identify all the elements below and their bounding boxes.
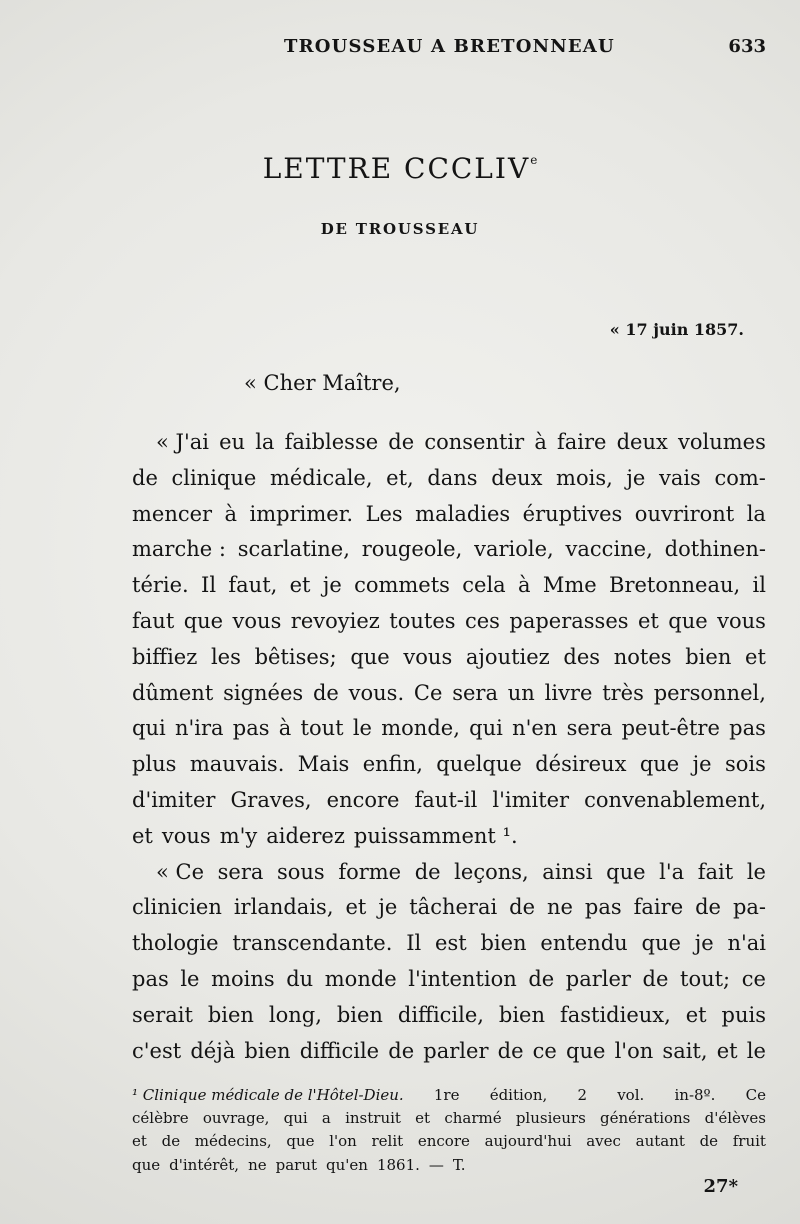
body-word: cela — [462, 573, 506, 598]
body-word: et — [685, 1002, 707, 1027]
footnote-word: ouvrage, — [202, 1109, 270, 1128]
body-word: puissamment ¹. — [353, 823, 518, 848]
footnote-word: 1re — [433, 1086, 460, 1104]
body-word: je — [322, 573, 342, 598]
footnote-word: relit — [371, 1132, 404, 1151]
body-word: à — [518, 573, 531, 598]
footnote-word: 2 — [577, 1086, 587, 1104]
footnote-word: instruit — [345, 1109, 401, 1128]
body-word: de — [695, 895, 721, 920]
footnote-word: encore — [417, 1132, 470, 1151]
body-line — [132, 962, 766, 998]
body-line — [132, 855, 766, 891]
body-word: éruptives — [522, 501, 623, 526]
body-line — [132, 676, 766, 712]
body-word: n'ira — [174, 716, 224, 741]
body-word: que — [566, 1038, 606, 1063]
body-word: il — [752, 573, 766, 598]
body-word: plus — [132, 752, 177, 777]
body-word: et — [745, 644, 766, 669]
body-word: n'ai — [727, 931, 766, 956]
body-line — [132, 926, 766, 962]
body-line — [132, 1034, 766, 1070]
footnote-word: qui — [283, 1109, 308, 1128]
footnote-word: parut — [275, 1155, 318, 1174]
body-word: leçons, — [454, 859, 529, 884]
body-word: bien — [685, 644, 732, 669]
letter-date: « 17 juin 1857. — [609, 320, 744, 339]
footnote-word: vol. — [617, 1086, 645, 1104]
body-word: vous — [403, 644, 453, 669]
body-word: l'imiter — [492, 787, 570, 812]
body-line — [132, 532, 766, 568]
body-word: pas — [232, 716, 270, 741]
body-line — [132, 425, 766, 461]
footnote-word: célèbre — [132, 1109, 189, 1128]
body-word: peut-être — [621, 716, 720, 741]
body-word: eu — [219, 430, 246, 454]
body-word: à — [534, 430, 547, 454]
body-word: consentir — [424, 430, 525, 454]
body-word: de — [132, 465, 158, 490]
page-number: 633 — [728, 36, 766, 57]
body-word: et — [289, 573, 311, 598]
body-word: dûment — [132, 680, 214, 705]
body-word: et — [132, 823, 153, 848]
footnote-word: d'élèves — [704, 1109, 766, 1128]
footnote-word: que — [132, 1155, 161, 1174]
body-word: que — [639, 752, 680, 777]
body-word: m'y — [219, 823, 258, 848]
body-word: encore — [326, 787, 400, 812]
body-word: long, — [268, 1002, 322, 1027]
body-word: vous — [232, 608, 282, 633]
body-word: et — [345, 895, 367, 920]
body-word: personnel, — [653, 680, 766, 705]
body-word: maladies — [415, 501, 511, 526]
body-word: ajoutiez — [465, 644, 550, 669]
body-word: entendu — [540, 931, 628, 956]
body-word: du — [286, 966, 314, 991]
body-word: ce — [741, 966, 766, 991]
body-word: faiblesse — [284, 430, 379, 454]
body-word: faire — [556, 430, 607, 454]
body-line — [132, 604, 766, 640]
body-word: scarlatine, — [237, 537, 350, 562]
body-word: mauvais. — [189, 752, 285, 777]
body-word: faut, — [228, 573, 278, 598]
body-word: fastidieux, — [559, 1002, 671, 1027]
body-word: enfin, — [362, 752, 423, 777]
body-word: de — [388, 1038, 415, 1063]
body-word: vaccine, — [565, 537, 653, 562]
body-line — [132, 497, 766, 533]
body-word: sois — [725, 752, 766, 777]
body-word: fait — [697, 859, 734, 884]
body-word: et — [637, 608, 659, 633]
footnote-word: avec — [586, 1132, 621, 1151]
body-word: com- — [714, 465, 766, 490]
body-word: deux — [616, 430, 668, 454]
body-line — [132, 461, 766, 497]
body-word: Il — [201, 573, 217, 598]
body-word: Mais — [297, 752, 350, 777]
body-word: l'on — [614, 1038, 654, 1063]
body-word: revoyiez — [290, 608, 380, 633]
body-word: biffiez — [132, 644, 198, 669]
body-word: monde, — [381, 716, 460, 741]
body-word: médicale, — [269, 465, 373, 490]
body-word: et, — [386, 465, 414, 490]
body-word: ne — [547, 895, 573, 920]
letter-body — [132, 425, 766, 1069]
body-word: parler — [565, 966, 631, 991]
body-line — [132, 783, 766, 819]
body-word: de — [497, 1038, 524, 1063]
footnote-word: et — [415, 1109, 431, 1128]
body-word: faut-il — [414, 787, 478, 812]
body-word: deux — [491, 465, 543, 490]
footnote-word: de — [161, 1132, 181, 1151]
footnote-word: 1861. — [376, 1155, 420, 1174]
footnote-word: — — [428, 1155, 444, 1174]
body-word: désireux — [535, 752, 627, 777]
body-word: pas — [132, 966, 169, 991]
footnote-word: T. — [452, 1155, 466, 1174]
body-word: n'en — [512, 716, 558, 741]
body-word: déjà — [190, 1038, 236, 1063]
body-word: c'est — [132, 1038, 182, 1063]
footnote-word: in-8º. — [674, 1086, 716, 1104]
body-word: de — [509, 895, 536, 920]
body-word: pa- — [732, 895, 766, 920]
body-word: l'intention — [408, 966, 517, 991]
footnote-word: médecins, — [194, 1132, 272, 1151]
footnote-line — [132, 1084, 766, 1107]
body-word: ainsi — [542, 859, 593, 884]
body-word: commets — [354, 573, 450, 598]
body-word: transcendante. — [232, 931, 393, 956]
footnote-word: aujourd'hui — [484, 1132, 572, 1151]
footnote-word: fruit — [732, 1132, 766, 1151]
body-word: vous — [717, 608, 766, 633]
body-word: dans — [427, 465, 478, 490]
body-word: bien — [207, 1002, 254, 1027]
body-line — [132, 711, 766, 747]
body-word: puis — [721, 1002, 766, 1027]
body-word: livre — [544, 680, 593, 705]
body-word: de — [312, 680, 339, 705]
footnote-title: ¹ Clinique médicale de l'Hôtel-Dieu. — [132, 1086, 404, 1104]
body-word: un — [507, 680, 535, 705]
body-word: toutes — [389, 608, 456, 633]
running-title: TROUSSEAU A BRETONNEAU — [284, 36, 615, 57]
body-word: marche : — [132, 537, 226, 562]
body-word: clinique — [171, 465, 257, 490]
body-word: monde — [324, 966, 397, 991]
body-word: pas — [584, 895, 622, 920]
body-word: que — [668, 608, 708, 633]
body-word: imprimer. — [249, 501, 354, 526]
body-line — [132, 819, 766, 855]
body-word: ce — [532, 1038, 557, 1063]
footnote-line — [132, 1107, 766, 1130]
footnote-word: générations — [600, 1109, 691, 1128]
body-word: je — [626, 465, 646, 490]
body-word: que — [350, 644, 390, 669]
body-word: « Ce — [156, 859, 205, 884]
body-word: irlandais, — [233, 895, 334, 920]
body-word: sera — [217, 859, 264, 884]
footnote-word: d'intérêt, — [169, 1155, 240, 1174]
body-word: thologie — [132, 931, 219, 956]
body-word: vous. — [348, 680, 405, 705]
body-line — [132, 747, 766, 783]
body-word: je — [692, 752, 712, 777]
body-word: la — [746, 501, 766, 526]
body-word: de — [528, 966, 555, 991]
body-word: tout; — [680, 966, 731, 991]
letter-title — [0, 152, 800, 185]
footnote-word: Ce — [745, 1086, 766, 1104]
body-word: qui — [132, 716, 166, 741]
footnote-word: que — [286, 1132, 315, 1151]
letter-salutation: « Cher Maître, — [244, 371, 401, 395]
body-word: « J'ai — [156, 430, 209, 454]
body-word: Il — [406, 931, 422, 956]
footnote-word: a — [321, 1109, 331, 1128]
body-word: à — [224, 501, 238, 526]
body-word: à — [278, 716, 292, 741]
body-word: faut — [132, 608, 175, 633]
body-word: la — [255, 430, 275, 454]
page-header — [0, 36, 800, 58]
body-word: et — [716, 1038, 738, 1063]
body-word: de — [642, 966, 669, 991]
body-word: difficile, — [397, 1002, 484, 1027]
footnote-word: autant — [635, 1132, 685, 1151]
body-word: très — [602, 680, 644, 705]
body-word: variole, — [474, 537, 554, 562]
body-word: bien — [244, 1038, 291, 1063]
body-word: de — [414, 859, 441, 884]
body-word: rougeole, — [361, 537, 463, 562]
body-word: les — [210, 644, 241, 669]
body-word: vais — [658, 465, 701, 490]
body-line — [132, 998, 766, 1034]
footnote-word: et — [132, 1132, 147, 1151]
body-word: sera — [566, 716, 613, 741]
body-word: l'a — [659, 859, 685, 884]
body-word: aiderez — [266, 823, 345, 848]
body-word: le — [746, 859, 766, 884]
footnote-word: édition, — [489, 1086, 548, 1104]
body-word: le — [180, 966, 200, 991]
body-word: sera — [452, 680, 498, 705]
body-word: des — [563, 644, 601, 669]
body-word: mois, — [556, 465, 613, 490]
footnote — [132, 1084, 766, 1177]
footnote-line — [132, 1130, 766, 1153]
body-word: Graves, — [230, 787, 312, 812]
body-word: faire — [633, 895, 684, 920]
body-line — [132, 890, 766, 926]
body-word: dothinen- — [664, 537, 766, 562]
body-word: volumes — [678, 430, 766, 454]
body-word: signées — [223, 680, 304, 705]
body-word: notes — [613, 644, 672, 669]
body-word: ces — [464, 608, 500, 633]
footnote-word: charmé — [444, 1109, 502, 1128]
body-word: Ce — [413, 680, 443, 705]
body-word: térie. — [132, 573, 189, 598]
body-word: tout — [300, 716, 344, 741]
body-word: le — [352, 716, 372, 741]
body-word: bien — [480, 931, 527, 956]
body-word: clinicien — [132, 895, 222, 920]
footnote-line — [132, 1154, 766, 1177]
body-word: convenablement, — [584, 787, 766, 812]
body-word: bien — [498, 1002, 546, 1027]
body-line — [132, 640, 766, 676]
body-word: qui — [469, 716, 503, 741]
body-word: que — [183, 608, 224, 633]
body-word: bêtises; — [254, 644, 337, 669]
body-word: je — [378, 895, 398, 920]
footnote-word: ne — [248, 1155, 267, 1174]
body-word: parler — [423, 1038, 489, 1063]
signature-mark: 27* — [703, 1176, 738, 1197]
footnote-word: l'on — [329, 1132, 357, 1151]
body-word: tâcherai — [409, 895, 498, 920]
body-word: Bretonneau, — [609, 573, 741, 598]
body-word: serait — [132, 1002, 193, 1027]
body-word: vous — [161, 823, 211, 848]
body-word: moins — [211, 966, 275, 991]
letter-title-suffix: e — [530, 152, 538, 167]
letter-author: DE TROUSSEAU — [320, 220, 480, 238]
body-word: le — [746, 1038, 766, 1063]
letter-title-text: LETTRE CCCLIV — [262, 152, 531, 185]
body-word: forme — [338, 859, 402, 884]
body-word: sait, — [662, 1038, 708, 1063]
body-word: ouvriront — [634, 501, 735, 526]
body-word: difficile — [299, 1038, 380, 1063]
body-word: pas — [729, 716, 766, 741]
footnote-word: de — [699, 1132, 719, 1151]
body-word: mencer — [132, 501, 213, 526]
body-word: Mme — [542, 573, 597, 598]
body-line — [132, 568, 766, 604]
body-word: que — [641, 931, 681, 956]
body-word: sous — [276, 859, 325, 884]
body-word: est — [435, 931, 467, 956]
footnote-word: qu'en — [326, 1155, 368, 1174]
body-word: bien — [336, 1002, 383, 1027]
footnote-word: plusieurs — [515, 1109, 586, 1128]
body-word: d'imiter — [132, 787, 216, 812]
body-word: de — [388, 430, 415, 454]
body-word: Les — [365, 501, 403, 526]
body-word: que — [606, 859, 646, 884]
body-word: paperasses — [509, 608, 629, 633]
body-word: je — [694, 931, 714, 956]
body-word: quelque — [436, 752, 522, 777]
